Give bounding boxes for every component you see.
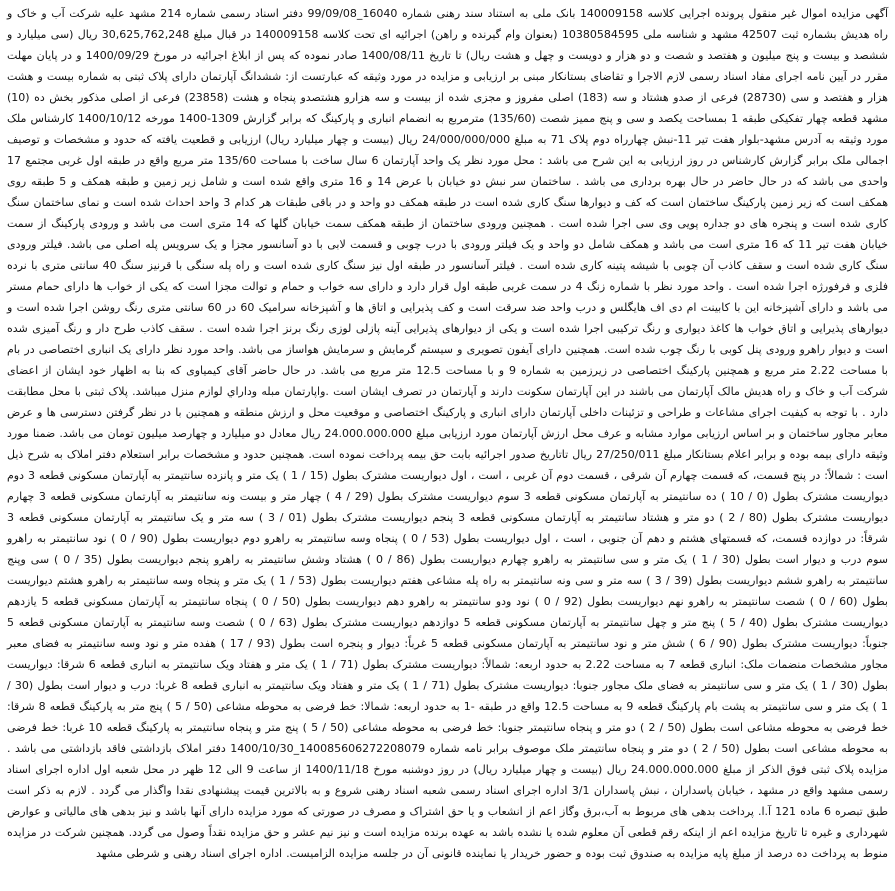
auction-notice-text: آگهی مزایده اموال غیر منقول پرونده اجرایی کلاسه 140009158 بانک ملی به استناد سند رهنی شماره 16040_99/09/08 دفتر اسناد رسمی شماره 214 مشهد علیه شرکت آب و خاک و راه هدیش بشماره ثبت 42507 مشهد و شناسه ملی 10380584595 (بعنوان وام گیرنده و راهن) اجرائیه ای تحت کلاسه 140009158 در قبال مبلغ 30,625,762,248 ریال (سی میلیارد و ششصد و بیست و پنج میلیون و هفتصد و شصت و دو هزار و دویست و چهل و هشت ریال) تا تاریخ 1400/08/11 صادر نموده که پس از ابلاغ اجرائیه در مورخ 1400/09/29 و در پایان مهلت مقرر در آیین نامه اجرای مفاد اسناد رسمی لازم الاجرا و تقاضای بستانکار مبنی بر ارزیابی و مزایده در مورد وثیقه که عبارتست از: ششدانگ آپارتمان دارای پلاک ثبتی به شماره بیست و هشت هزار و هفتصد و سی (28730) فرعی از صدو هشتاد و سه (183) اصلی مفروز و مجزی شده از بیست و سه هزارو هشتصدو پنجاه و هشت (23858) فرعی از اصلی مذکور بخش ده (10) مشهد قطعه چهار تفکیکی طبقه 1 بمساحت یکصد و سی و پنج ممیز شصت (135/60) مترمربع به انضمام انباری و پارکینگ که برابر گزارش 1309-1400 مورخه 1400/10/12 کارشناس ملک مورد وثیقه به آدرس مشهد-بلوار هفت تیر 11-نبش چهارراه دوم پلاک 71 به مبلغ 24/000/000/000 ریال (بیست و چهار میلیارد ریال) ارزیابی و قطعیت یافته که حدود و مشخصات و توصیف اجمالی ملک برابر گزارش کارشناس در روز ارزیابی به این شرح می باشد : محل مورد نظر یک واحد آپارتمان 6 سال ساخت با مساحت 135/60 متر مربع واقع در طبقه اول غربی مجتمع 17 واحدی می باشد که در حال حاضر در حال بهره برداری می باشد . ساختمان سر نبش دو خیابان با عرض 14 و 16 متری واقع شده است و شامل زیر زمین و طبقه همکف و 5 طبقه روی همکف است که زیر زمین پارکینگ ساختمان است که کف و دیوارها سنگ کاری شده است در طبقه همکف دو واحد و در باقی طبقات هر کدام 3 واحد احداث شده است و نمای ساختمان سنگ کاری شده است و پنجره های دو جداره پویی وی سی اجرا شده است . همچنین ورودی ساختمان از طبقه همکف سمت خیابان گلها که 14 متری است می باشد و ورودی پارکینگ از سمت خیابان هفت تیر 11 که 16 متری است می باشد و همکف شامل دو واحد و یک فیلتر ورودی با درب چوبی و قسمت لابی با دو آسانسور مجزا و یک سرویس پله اصلی می باشد. فیلتر ورودی سنگ کاری شده است و سقف کاذب آن چوبی با شیشه پتینه کاری شده است . فیلتر آسانسور در طبقه اول نیز سنگ کاری شده است و راه پله سنگی با قرنیز سنگ 40 سانتی متری با نرده فلزی و فرفورژه اجرا شده است . واحد مورد نظر با شماره زنگ 4 در سمت غربی طبقه اول قرار دارد و دارای سه خواب و حمام و توالت مجزا است که یکی از خواب ها دارای حمام مستر می باشد و دارای آشپزخانه این با کابینت ام دی اف هایگلس و درب واحد ضد سرقت است و کف پذیرایی و اتاق ها و آشپزخانه سرامیک 60 در 60 سانتی متری رنگ روشن اجرا شده است و دیوارهای پذیرایی و اتاق خواب ها کاغذ دیواری و رنگ ترکیبی اجرا شده است و یکی از دیوارهای پذیرایی آینه پازلی لوزی رنگ برنز اجرا شده است . سقف کاذب طرح دار و رنگ آمیزی شده است و دیوار راهرو ورودی پنل کوبی با رنگ چوب شده است. همچنین دارای آیفون تصویری و سیستم گرمایش و سرمایش هواساز می باشد. واحد مورد نظر دارای یک انباری اختصاصی در بام با مساحت 2.22 متر مربع و همچنین پارکینگ اختصاصی در زیرزمین به شماره 9 و با مساحت 12.5 متر مربع می باشد. در حال حاضر آقای کیمیاوی که بنا به اظهار خود ایشان از اعضای شرکت آب و خاک و راه هدیش مالک آپارتمان می باشند در این آپارتمان سکونت دارند و آپارتمان در تصرف ایشان است .واپارتمان مبله وداراي لوازم منزل ميباشد. پلاک ثبتی با محل مطابقت دارد . با توجه به کیفیت اجرای مشاعات و طراحی و تزئینات داخلی آپارتمان دارای انباری و پارکینگ اختصاصی و موقعیت محل و ارزش منطقه و همچنین با در نظر گرفتن دسترسی ها و عرض معابر مجاور ساختمان و بر اساس ارزیابی موارد مشابه و عرف محل ارزش آپارتمان مورد ارزیابی مبلغ 24.000.000.000 ریال معادل دو میلیارد و چهارصد میلیون تومان می باشد. ضمنا مورد وثیقه دارای بیمه بوده و برابر اعلام بستانکار مبلغ 27/250/011 ریال تاتاریخ صدور اجرائیه بابت حق بیمه پرداخت نموده است. همچنین حدود و مشخصات برابر استعلام دفتر املاک به شرح ذیل است : شمالاً: در پنج قسمت، که قسمت چهارم آن شرقی ، قسمت دوم آن غربی ، است ، اول دیواریست مشترک بطول (15 / 1 ) یک متر و پانزده سانتیمتر به آپارتمان مسکونی قطعه 3 دوم دیواریست مشترک بطول (0 / 10 ) ده سانتیمتر به آپارتمان مسکونی قطعه 3 سوم دیواریست مشترک بطول (29 / 4 ) چهار متر و بیست ونه سانتیمتر به آپارتمان مسکونی قطعه 3 چهارم دیواریست مشترک بطول (80 / 2 ) دو متر و هشتاد سانتیمتر به آپارتمان مسکونی قطعه 3 پنجم دیواریست مشترک بطول (01 / 3 ) سه متر و یک سانتیمتر به آپارتمان مسکونی قطعه 3 شرقاً: در دوازده قسمت، که قسمتهای هشتم و دهم آن جنوبی ، است ، اول دیواریست بطول (53 / 0 ) پنجاه وسه سانتیمتر به راهرو دوم دیواریست بطول (90 / 0 ) نود سانتیمتر به راهرو سوم درب و دیوار است بطول (30 / 1 ) یک متر و سی سانتیمتر به راهرو چهارم دیواریست بطول (86 / 0 ) هشتاد وشش سانتیمتر به راهرو پنجم دیواریست بطول (35 / 0 ) سی وپنج سانتیمتر به راهرو ششم دیواریست بطول (39 / 3 ) سه متر و سی ونه سانتیمتر به راه پله مشاعی هفتم دیواریست بطول (53 / 1 ) یک متر و پنجاه وسه سانتیمتر به راهرو هشتم دیواریست بطول (60 / 0 ) شصت سانتیمتر به راهرو نهم دیواریست بطول (92 / 0 ) نود ودو سانتیمتر به راهرو دهم دیواریست بطول (50 / 0 ) پنجاه سانتیمتر به آپارتمان مسکونی قطعه 5 یازدهم دیواریست مشترک بطول (40 / 5 ) پنج متر و چهل سانتیمتر به آپارتمان مسکونی قطعه 5 دوازدهم دیواریست مشترک بطول (63 / 0 ) شصت وسه سانتیمتر به آپارتمان مسکونی قطعه 5 جنوباً: دیواریست مشترک بطول (90 / 6 ) شش متر و نود سانتیمتر به آپارتمان مسکونی قطعه 5 غرباً: دیوار و پنجره است بطول (93 / 17 ) هفده متر و نود وسه سانتیمتر به فضای معبر مجاور مشخصات منضمات ملک: انباری قطعه 7 به مساحت 2.22 به حدود اربعه: شمالاً: دیواریست مشترک بطول (71 / 1 ) یک متر و هفتاد ویک سانتیمتر به انباری قطعه 6 شرقا: دیواریست بطول (30 / 1 ) یک متر و سی سانتیمتر به فضای ملک مجاور جنوبا: دیواریست مشترک بطول (71 / 1 ) یک متر و هفتاد ویک سانتیمتر به انباری قطعه 8 غربا: درب و دیوار است بطول (30 / 1 ) یک متر و سی سانتیمتر به پشت بام پارکینگ قطعه 9 به مساحت 12.5 واقع در طبقه -1 به حدود اربعه: شمالا: خط فرضی به محوطه مشاعی (50 / 5 ) پنج متر به پارکینگ قطعه 8 شرقا: خط فرضی به محوطه مشاعی است بطول (50 / 2 ) دو متر و پنجاه سانتیمتر جنوبا: خط فرضی به محوطه مشاعی (50 / 5 ) پنج متر و پنجاه سانتیمتر به پارکینگ قطعه 10 غربا: خط فرضی به محوطه مشاعی است بطول (50 / 2 ) دو متر و پنجاه سانتیمتر ملک موصوف برابر نامه شماره 140085606272208079_1400/10/30 دفتر املاک بازداشتی فاقد بازداشتی می باشد . مزایده پلاک ثبتی فوق الذکر از مبلغ 24.000.000.000 ریال (بیست و چهار میلیارد ریال) در روز دوشنبه مورخ 1400/11/18 از ساعت 9 الی 12 ظهر در محل شعبه اول اداره اجرای اسناد رسمی مشهد واقع در مشهد ، خیابان پاسداران ، نبش پاسداران 3/1 اداره اجرای اسناد رسمی شعبه اسناد رهنی شروع و به بالاترین قیمت پیشنهادی نقدا واگذار می گردد . لازم به ذکر است طبق تبصره 6 ماده 121 آ.ا. پرداخت بدهی های مربوط به آب،برق وگاز اعم از انشعاب و یا حق اشتراک و مصرف در صورتی که مورد مزایده دارای آنها باشد و نیز بدهی های مالیاتی و عوارض شهرداری و غیره تا تاریخ مزایده اعم از اینکه رقم قطعی آن معلوم شده یا نشده باشد به عهده برنده مزایده است و نیز نیم عشر و حق مزایده نقداً وصول می گردد. همچنین شرکت در مزایده منوط به پرداخت ده درصد از مبلغ پایه مزایده به صندوق ثبت بوده و حضور خریدار یا نماینده قانونی آن در جلسه مزایده الزامیست. اداره اجرای اسناد رهنی و شرطی مشهد (7, 7, 889, 860)
